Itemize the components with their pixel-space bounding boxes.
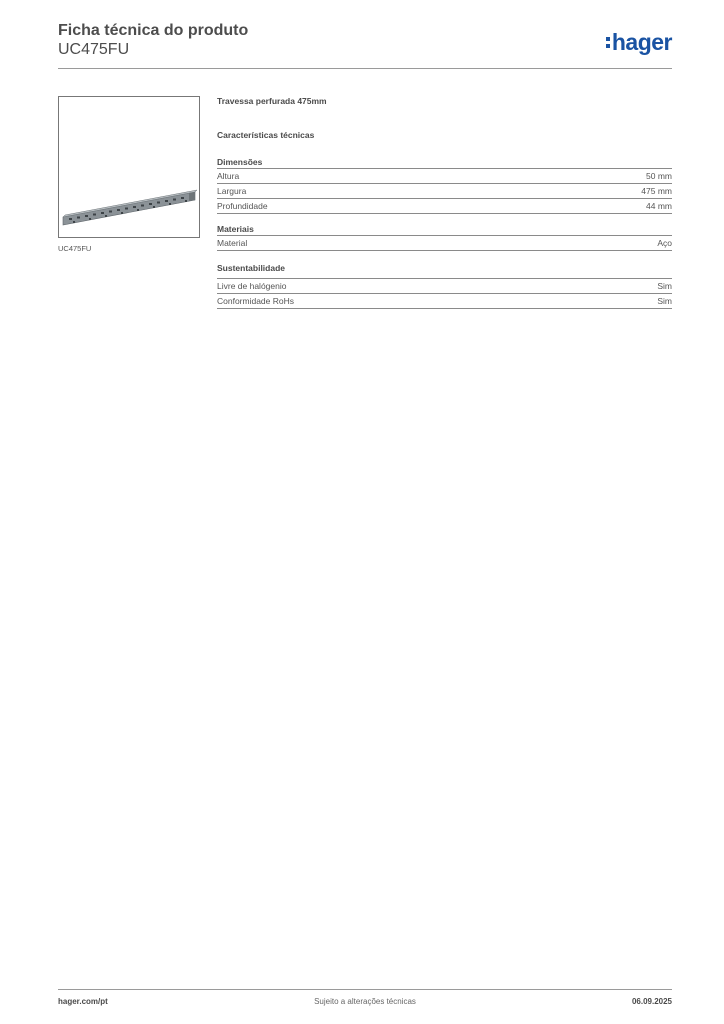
footer-divider <box>58 989 672 990</box>
spec-row <box>217 199 672 214</box>
section-dimensions <box>217 156 672 214</box>
spec-label: Conformidade RoHs <box>217 296 295 306</box>
product-code: UC475FU <box>58 41 130 58</box>
product-image <box>58 96 200 238</box>
header-divider <box>58 68 672 69</box>
section-title: Sustentabilidade <box>217 263 286 273</box>
spec-value: 50 mm <box>646 171 672 181</box>
section-title: Materiais <box>217 223 672 236</box>
hager-logo <box>606 29 672 55</box>
spec-label: Largura <box>217 186 247 196</box>
spec-label: Altura <box>217 171 240 181</box>
product-name: Travessa perfurada 475mm <box>217 96 327 106</box>
spec-row <box>217 236 672 251</box>
spec-row <box>217 294 672 309</box>
spec-label: Material <box>217 238 248 248</box>
website-link[interactable]: hager.com/pt <box>58 997 108 1006</box>
spec-row <box>217 184 672 199</box>
spec-value: 475 mm <box>641 186 672 196</box>
section-sustainability <box>217 262 672 309</box>
spec-row <box>217 169 672 184</box>
image-caption: UC475FU <box>58 244 92 253</box>
page-header <box>58 20 672 70</box>
spec-value: Aço <box>657 238 672 248</box>
spec-row <box>217 279 672 294</box>
spec-label: Livre de halógenio <box>217 281 287 291</box>
page-footer <box>58 997 672 1009</box>
section-title: Dimensões <box>217 156 672 169</box>
spec-value: 44 mm <box>646 201 672 211</box>
footer-notice: Sujeito a alterações técnicas <box>314 997 416 1006</box>
spec-label: Profundidade <box>217 201 268 211</box>
section-materials <box>217 223 672 251</box>
spec-value: Sim <box>657 281 672 291</box>
logo-text: hager <box>611 28 672 55</box>
footer-date: 06.09.2025 <box>631 997 672 1006</box>
logo-colon-icon <box>606 37 610 48</box>
tech-characteristics-title: Características técnicas <box>217 130 315 140</box>
spec-value: Sim <box>657 296 672 306</box>
perforated-rail-icon <box>59 97 199 237</box>
page-title: Ficha técnica do produto <box>58 22 249 39</box>
